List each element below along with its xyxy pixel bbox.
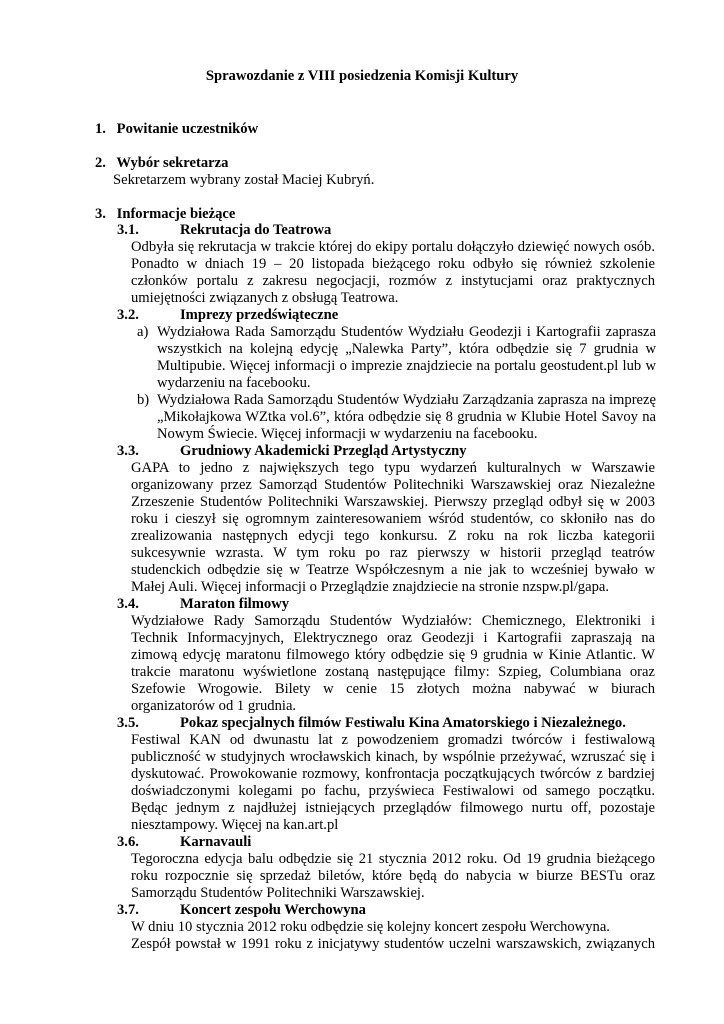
subsection-title: Grudniowy Akademicki Przegląd Artystyczny <box>180 443 467 459</box>
text-line: niesztampowy. Więcej na kan.art.pl <box>131 817 339 833</box>
subsection-title: Rekrutacja do Teatrowa <box>180 222 332 238</box>
text-line: sukcesywnie wzrasta. W tym roku po raz pierwszy w historii przegląd teatrów <box>131 545 655 561</box>
text-line: Wydziałowa Rada Samorządu Studentów Wydziału Geodezji i Kartografii zaprasza <box>157 324 656 340</box>
subsection-number: 3.3. <box>117 443 139 459</box>
subsection-title: Imprezy przedświąteczne <box>180 307 339 323</box>
text-line: Samorządu Studentów Politechniki Warszawskiej. <box>131 885 425 901</box>
section-number: 3. <box>95 206 106 222</box>
text-line: zrealizowania następnych edycji tego konkursu. Z roku na rok liczba kategorii <box>131 528 655 544</box>
subsection-3-2-heading <box>117 307 338 324</box>
section-number: 1. <box>95 121 106 137</box>
text-line: Wydziałowa Rada Samorządu Studentów Wydziału Zarządzania zaprasza na imprezę <box>157 392 656 408</box>
subsection-title: Karnavauli <box>180 834 252 850</box>
text-line: Wydziałowe Rady Samorządu Studentów Wydziałów: Chemicznego, Elektroniki i <box>131 613 655 629</box>
subsection-number: 3.2. <box>117 307 139 323</box>
text-line: studenckich odbędzie się w Teatrze Współczesnym a nie jak to wcześniej bywało w <box>131 562 655 578</box>
text-line: Zrzeszenie Studentów Politechniki Warszawskiej. Pierwszy przegląd odbył się w 2003 <box>131 494 655 510</box>
text-line: zimową edycję maratonu filmowego który odbędzie się 9 grudnia w Kinie Atlantic. W <box>131 647 655 663</box>
text-line: Szefowie Wrogowie. Bilety w cenie 15 złotych można nabywać w biurach <box>131 681 655 697</box>
list-marker: a) <box>137 324 149 340</box>
text-line: organizatorów od 1 grudnia. <box>131 698 297 714</box>
text-line: doświadczonymi kolegami po fachu, przyświeca Festiwalowi od samego początku. <box>131 783 655 799</box>
subsection-3-1-heading <box>117 222 331 239</box>
text-line: GAPA to jedno z największych tego typu wydarzeń kulturalnych w Warszawie <box>131 460 655 476</box>
text-line: trakcie maratonu wyświetlone zostaną następujące filmy: Szpieg, Columbiana oraz <box>131 664 655 680</box>
text-line: Zespół powstał w 1991 roku z inicjatywy studentów uczelni warszawskich, związanych <box>131 936 655 952</box>
subsection-number: 3.5. <box>117 715 139 731</box>
text-line: publiczność w studyjnych wrocławskich kinach, by wspólnie przeżywać, wzruszać się i <box>131 749 655 765</box>
text-line: roku rozpocznie się sprzedaż biletów, które będą do nabycia w biurze BESTu oraz <box>131 868 655 884</box>
subsection-3-5-heading <box>117 715 626 732</box>
section-1-heading <box>95 121 258 138</box>
subsection-number: 3.6. <box>117 834 139 850</box>
text-line: Odbyła się rekrutacja w trakcie której do ekipy portalu dołączyło dziewięć nowych osób. <box>131 239 655 255</box>
text-line: Tegoroczna edycja balu odbędzie się 21 stycznia 2012 roku. Od 19 grudnia bieżącego <box>131 851 655 867</box>
text-line: Ponadto w dniach 19 – 20 listopada bieżącego roku odbyło się również szkolenie <box>131 256 655 272</box>
subsection-3-3-text <box>131 460 655 596</box>
section-title: Informacje bieżące <box>116 206 236 222</box>
text-line: Będąc jednym z najdłużej istniejących przeglądów filmowego nurtu off, pozostaje <box>131 800 655 816</box>
subsection-3-5-text <box>131 732 655 834</box>
list-marker: b) <box>137 392 150 408</box>
section-3-heading <box>95 206 235 223</box>
section-title: Wybór sekretarza <box>116 155 229 171</box>
subsection-number: 3.4. <box>117 596 139 612</box>
text-line: roku i cieszył się ogromnym zainteresowaniem wśród studentów, co skłoniło nas do <box>131 511 655 527</box>
text-line: umiejętności związanych z obsługą Teatrowa. <box>131 290 399 306</box>
subsection-title: Pokaz specjalnych filmów Festiwalu Kina Amatorskiego i Niezależnego. <box>180 715 626 731</box>
subsection-3-1-text <box>131 239 655 307</box>
text-line: W dniu 10 stycznia 2012 roku odbędzie się kolejny koncert zespołu Werchowyna. <box>131 919 610 935</box>
text-line: Nowym Świecie. Więcej informacji w wydarzeniu na facebooku. <box>157 426 538 442</box>
subsection-title: Koncert zespołu Werchowyna <box>180 902 366 918</box>
text-line: wydarzeniu na facebooku. <box>157 375 311 391</box>
subsection-3-6-heading <box>117 834 251 851</box>
text-line: organizowany przez Samorząd Studentów Politechniki Warszawskiej oraz Niezależne <box>131 477 655 493</box>
section-2-heading <box>95 155 228 172</box>
subsection-number: 3.7. <box>117 902 139 918</box>
subsection-3-3-heading <box>117 443 467 460</box>
subsection-3-4-heading <box>117 596 289 613</box>
text-line: Technik Informacyjnych, Elektrycznego oraz Geodezji i Kartografii zapraszają na <box>131 630 655 646</box>
text-line: Małej Auli. Więcej informacji o Przeglądzie znajdziecie na stronie nzspw.pl/gapa. <box>131 579 609 595</box>
section-2-text: Sekretarzem wybrany został Maciej Kubryń. <box>113 172 375 188</box>
text-line: członków portalu z zakresu negocjacji, rozmów z instytucjami oraz praktycznych <box>131 273 655 289</box>
document-title: Sprawozdanie z VIII posiedzenia Komisji Kultury <box>205 68 519 84</box>
subsection-title: Maraton filmowy <box>180 596 290 612</box>
text-line: dyskutować. Prowokowanie rozmowy, konfrontacja początkujących twórców z bardziej <box>131 766 655 782</box>
subsection-3-4-text <box>131 613 655 715</box>
subsection-3-7-text <box>131 919 655 953</box>
section-number: 2. <box>95 155 106 171</box>
text-line: Festiwal KAN od dwunastu lat z powodzeniem gromadzi twórców i festiwalową <box>131 732 655 748</box>
text-line: Multipubie. Więcej informacji o imprezie znajdziecie na portalu geostudent.pl lub w <box>157 358 656 374</box>
subsection-3-7-heading <box>117 902 366 919</box>
text-line: wszystkich na kolejną edycję „Nalewka Party”, która odbędzie się 7 grudnia w <box>157 341 656 357</box>
subsection-3-6-text <box>131 851 655 902</box>
section-title: Powitanie uczestników <box>116 121 259 137</box>
list-item-text <box>157 324 656 392</box>
subsection-number: 3.1. <box>117 222 139 238</box>
text-line: „Mikołajkowa WZtka vol.6”, która odbędzie się 8 grudnia w Klubie Hotel Savoy na <box>157 409 656 425</box>
list-item-text <box>157 392 656 443</box>
